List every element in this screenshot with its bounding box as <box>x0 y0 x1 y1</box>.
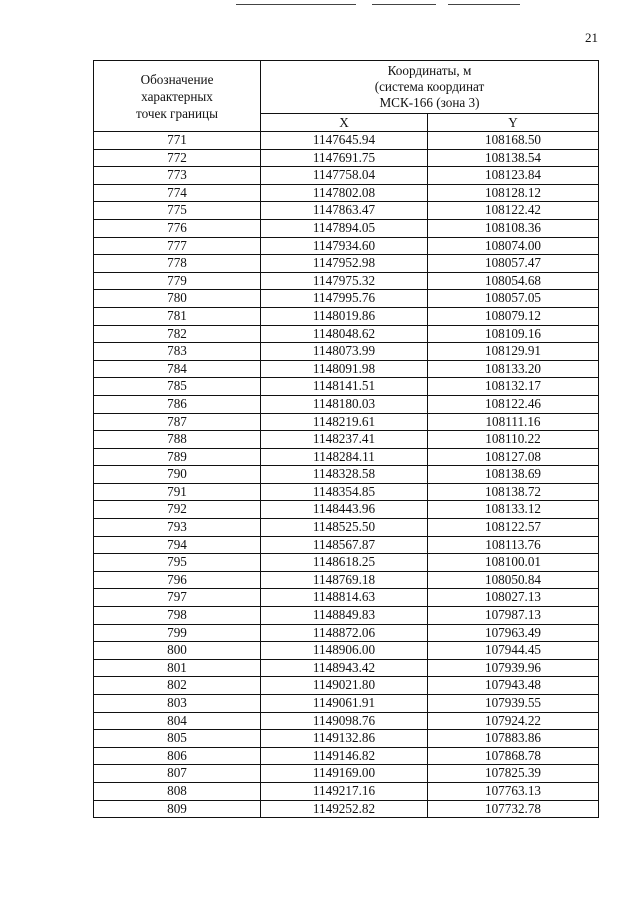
table-row <box>94 272 599 290</box>
x-cell: 1148073.99 <box>261 343 428 361</box>
table-row <box>94 167 599 185</box>
table-row <box>94 747 599 765</box>
table-row <box>94 782 599 800</box>
x-header: X <box>261 114 428 132</box>
y-cell: 107825.39 <box>428 765 599 783</box>
table-row <box>94 765 599 783</box>
point-cell: 772 <box>94 149 261 167</box>
x-cell: 1147952.98 <box>261 255 428 273</box>
header-row <box>94 61 599 114</box>
x-cell: 1147758.04 <box>261 167 428 185</box>
x-cell: 1147691.75 <box>261 149 428 167</box>
y-cell: 107883.86 <box>428 730 599 748</box>
table-row <box>94 378 599 396</box>
x-cell: 1148567.87 <box>261 536 428 554</box>
y-cell: 108108.36 <box>428 219 599 237</box>
x-cell: 1148618.25 <box>261 554 428 572</box>
y-cell: 108109.16 <box>428 325 599 343</box>
x-cell: 1148219.61 <box>261 413 428 431</box>
y-cell: 108128.12 <box>428 184 599 202</box>
y-cell: 108138.54 <box>428 149 599 167</box>
point-cell: 783 <box>94 343 261 361</box>
x-cell: 1149021.80 <box>261 677 428 695</box>
top-rule <box>448 4 520 5</box>
x-cell: 1148443.96 <box>261 501 428 519</box>
point-cell: 795 <box>94 554 261 572</box>
y-cell: 108100.01 <box>428 554 599 572</box>
x-cell: 1148525.50 <box>261 519 428 537</box>
x-cell: 1149252.82 <box>261 800 428 818</box>
table-row <box>94 501 599 519</box>
table-row <box>94 642 599 660</box>
x-cell: 1148769.18 <box>261 571 428 589</box>
table-row <box>94 431 599 449</box>
point-cell: 807 <box>94 765 261 783</box>
table-row <box>94 466 599 484</box>
y-cell: 107763.13 <box>428 782 599 800</box>
point-cell: 780 <box>94 290 261 308</box>
x-cell: 1147894.05 <box>261 219 428 237</box>
table-row <box>94 343 599 361</box>
point-cell: 802 <box>94 677 261 695</box>
x-cell: 1148943.42 <box>261 659 428 677</box>
y-cell: 108079.12 <box>428 307 599 325</box>
table-row <box>94 255 599 273</box>
top-rule <box>236 4 356 5</box>
point-cell: 800 <box>94 642 261 660</box>
y-cell: 108113.76 <box>428 536 599 554</box>
y-cell: 108057.47 <box>428 255 599 273</box>
x-cell: 1149217.16 <box>261 782 428 800</box>
x-cell: 1148354.85 <box>261 483 428 501</box>
point-cell: 773 <box>94 167 261 185</box>
point-cell: 786 <box>94 395 261 413</box>
x-cell: 1149132.86 <box>261 730 428 748</box>
table-row <box>94 607 599 625</box>
table-row <box>94 659 599 677</box>
y-cell: 107944.45 <box>428 642 599 660</box>
x-cell: 1148328.58 <box>261 466 428 484</box>
y-cell: 108133.20 <box>428 360 599 378</box>
y-cell: 108129.91 <box>428 343 599 361</box>
y-cell: 108050.84 <box>428 571 599 589</box>
table-row <box>94 448 599 466</box>
point-cell: 806 <box>94 747 261 765</box>
table-row <box>94 290 599 308</box>
point-cell: 771 <box>94 132 261 150</box>
point-cell: 809 <box>94 800 261 818</box>
y-cell: 108133.12 <box>428 501 599 519</box>
coordinates-header <box>261 61 599 114</box>
coordinates-table <box>93 60 599 818</box>
point-cell: 776 <box>94 219 261 237</box>
table-row <box>94 571 599 589</box>
point-cell: 785 <box>94 378 261 396</box>
y-cell: 108122.42 <box>428 202 599 220</box>
point-cell: 779 <box>94 272 261 290</box>
point-cell: 789 <box>94 448 261 466</box>
point-cell: 787 <box>94 413 261 431</box>
table-row <box>94 624 599 642</box>
point-header-line: характерных <box>141 88 213 104</box>
table-row <box>94 677 599 695</box>
y-cell: 107987.13 <box>428 607 599 625</box>
coords-header-line: МСК-166 (зона 3) <box>379 95 480 110</box>
point-cell: 808 <box>94 782 261 800</box>
table-row <box>94 712 599 730</box>
y-cell: 108057.05 <box>428 290 599 308</box>
x-cell: 1149098.76 <box>261 712 428 730</box>
x-cell: 1149146.82 <box>261 747 428 765</box>
y-cell: 108123.84 <box>428 167 599 185</box>
x-cell: 1148814.63 <box>261 589 428 607</box>
x-cell: 1148091.98 <box>261 360 428 378</box>
x-cell: 1148180.03 <box>261 395 428 413</box>
point-header-line: Обозначение <box>140 71 214 87</box>
point-cell: 790 <box>94 466 261 484</box>
point-cell: 774 <box>94 184 261 202</box>
y-cell: 108122.57 <box>428 519 599 537</box>
y-cell: 108138.69 <box>428 466 599 484</box>
point-cell: 805 <box>94 730 261 748</box>
x-cell: 1147975.32 <box>261 272 428 290</box>
y-cell: 107943.48 <box>428 677 599 695</box>
x-cell: 1147802.08 <box>261 184 428 202</box>
y-cell: 107963.49 <box>428 624 599 642</box>
x-cell: 1147863.47 <box>261 202 428 220</box>
point-cell: 803 <box>94 695 261 713</box>
point-cell: 804 <box>94 712 261 730</box>
x-cell: 1148284.11 <box>261 448 428 466</box>
x-cell: 1148048.62 <box>261 325 428 343</box>
x-cell: 1148906.00 <box>261 642 428 660</box>
y-cell: 107732.78 <box>428 800 599 818</box>
table-row <box>94 184 599 202</box>
y-header: Y <box>428 114 599 132</box>
y-cell: 108132.17 <box>428 378 599 396</box>
table-row <box>94 395 599 413</box>
table-header <box>94 61 599 132</box>
point-cell: 799 <box>94 624 261 642</box>
y-cell: 108138.72 <box>428 483 599 501</box>
point-designation-header <box>94 61 261 132</box>
table-row <box>94 730 599 748</box>
point-cell: 793 <box>94 519 261 537</box>
point-cell: 777 <box>94 237 261 255</box>
point-cell: 788 <box>94 431 261 449</box>
x-cell: 1147995.76 <box>261 290 428 308</box>
y-cell: 108054.68 <box>428 272 599 290</box>
table-row <box>94 149 599 167</box>
table-row <box>94 536 599 554</box>
table-row <box>94 237 599 255</box>
point-cell: 778 <box>94 255 261 273</box>
x-cell: 1149061.91 <box>261 695 428 713</box>
point-cell: 775 <box>94 202 261 220</box>
table-row <box>94 219 599 237</box>
x-cell: 1147934.60 <box>261 237 428 255</box>
point-cell: 784 <box>94 360 261 378</box>
y-cell: 108122.46 <box>428 395 599 413</box>
y-cell: 107924.22 <box>428 712 599 730</box>
y-cell: 108074.00 <box>428 237 599 255</box>
coords-header-line: (система координат <box>374 79 485 94</box>
point-cell: 797 <box>94 589 261 607</box>
y-cell: 108168.50 <box>428 132 599 150</box>
table-row <box>94 307 599 325</box>
point-cell: 796 <box>94 571 261 589</box>
x-cell: 1148849.83 <box>261 607 428 625</box>
table-row <box>94 413 599 431</box>
table-row <box>94 695 599 713</box>
y-cell: 107939.96 <box>428 659 599 677</box>
point-cell: 798 <box>94 607 261 625</box>
x-cell: 1147645.94 <box>261 132 428 150</box>
y-cell: 107939.55 <box>428 695 599 713</box>
table-row <box>94 132 599 150</box>
x-cell: 1148019.86 <box>261 307 428 325</box>
table-body <box>94 132 599 818</box>
top-rule <box>372 4 436 5</box>
y-cell: 108110.22 <box>428 431 599 449</box>
table-row <box>94 800 599 818</box>
point-cell: 794 <box>94 536 261 554</box>
y-cell: 108027.13 <box>428 589 599 607</box>
table-row <box>94 554 599 572</box>
x-cell: 1148237.41 <box>261 431 428 449</box>
x-cell: 1148141.51 <box>261 378 428 396</box>
point-cell: 782 <box>94 325 261 343</box>
point-header-line: точек границы <box>136 105 218 121</box>
table-row <box>94 360 599 378</box>
table-row <box>94 325 599 343</box>
table-row <box>94 483 599 501</box>
point-cell: 801 <box>94 659 261 677</box>
y-cell: 108127.08 <box>428 448 599 466</box>
y-cell: 107868.78 <box>428 747 599 765</box>
coords-header-line: Координаты, м <box>387 63 472 78</box>
point-cell: 781 <box>94 307 261 325</box>
page-number: 21 <box>585 30 598 45</box>
x-cell: 1148872.06 <box>261 624 428 642</box>
point-cell: 791 <box>94 483 261 501</box>
table-row <box>94 519 599 537</box>
y-cell: 108111.16 <box>428 413 599 431</box>
table-row <box>94 202 599 220</box>
table-row <box>94 589 599 607</box>
point-cell: 792 <box>94 501 261 519</box>
x-cell: 1149169.00 <box>261 765 428 783</box>
